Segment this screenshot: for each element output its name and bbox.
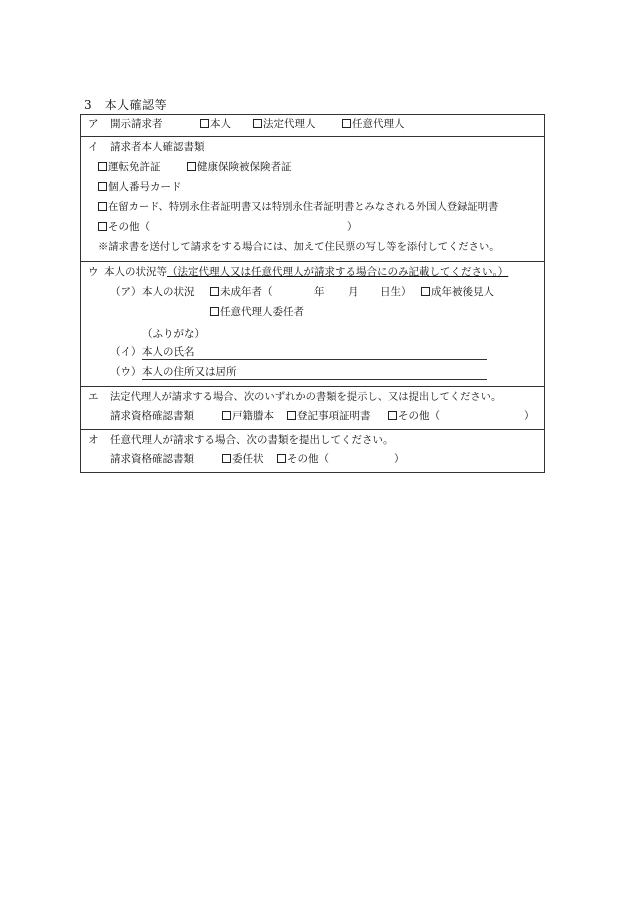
checkbox[interactable] [210,287,219,296]
checkbox[interactable] [388,411,397,420]
birth-day-label: 日生） [380,286,412,298]
option-other-id[interactable]: その他（ [98,220,150,234]
option-other-voluntary-doc[interactable]: その他（ [277,452,329,466]
checkbox[interactable] [222,411,231,420]
principal-name-field[interactable] [142,359,487,360]
other-legal-doc-close: ） [524,410,535,422]
other-voluntary-doc-close: ） [394,453,405,465]
birth-year-label: 年 [314,286,325,298]
section-requester-id-docs [81,136,544,261]
option-other-legal-doc[interactable]: その他（ [388,409,440,423]
checkbox[interactable] [187,162,196,171]
option-voluntary-agent[interactable]: 任意代理人 [342,117,405,131]
checkbox[interactable] [421,287,430,296]
legal-agent-doc-label: 請求資格確認書類 [110,410,194,422]
option-adult-ward[interactable]: 成年被後見人 [421,285,494,299]
other-id-close: ） [347,221,358,233]
checkbox[interactable] [277,454,286,463]
requester-label: 開示請求者 [110,118,163,130]
checkbox[interactable] [253,119,262,128]
option-minor[interactable]: 未成年者（ [210,285,273,299]
checkbox[interactable] [98,182,107,191]
principal-name-label: 本人の氏名 [142,346,195,358]
voluntary-agent-instruction: 任意代理人が請求する場合、次の書類を提出してください。 [110,434,394,446]
voluntary-agent-doc-label: 請求資格確認書類 [110,453,194,465]
marker-e: エ [88,391,99,403]
option-my-number-card[interactable]: 個人番号カード [98,180,182,194]
marker-o: オ [88,434,99,446]
checkbox[interactable] [210,307,219,316]
birth-month-label: 月 [348,286,359,298]
option-legal-agent[interactable]: 法定代理人 [253,117,316,131]
checkbox[interactable] [98,202,107,211]
principal-status-title: 本人の状況等（法定代理人又は任意代理人が請求する場合にのみ記載してください。） [104,266,509,278]
section-requester [81,115,544,136]
id-docs-note: ※請求書を送付して請求をする場合には、加えて住民票の写し等を添付してください。 [98,241,500,253]
id-docs-title: 請求者本人確認書類 [110,141,205,153]
status-u-number: （ウ） [110,366,142,378]
section-heading: 3 本人確認等 [84,98,168,112]
principal-status-instruction: （法定代理人又は任意代理人が請求する場合にのみ記載してください。） [167,266,509,278]
status-a-number: （ア） [110,286,142,298]
principal-address-label: 本人の住所又は居所 [142,366,237,378]
option-family-register[interactable]: 戸籍謄本 [222,409,274,423]
marker-u: ウ [88,266,99,278]
checkbox[interactable] [222,454,231,463]
option-drivers-license[interactable]: 運転免許証 [98,160,161,174]
option-self[interactable]: 本人 [200,117,231,131]
checkbox[interactable] [200,119,209,128]
marker-i: イ [88,141,99,153]
section-voluntary-agent-docs [81,429,544,472]
furigana-label: （ふりがな） [142,328,205,340]
principal-address-field[interactable] [142,379,487,380]
legal-agent-instruction: 法定代理人が請求する場合、次のいずれかの書類を提示し、又は提出してください。 [110,391,502,403]
option-residence-card[interactable]: 在留カード、特別永住者証明書又は特別永住者証明書とみなされる外国人登録証明書 [98,200,498,214]
identity-confirmation-form [80,114,545,473]
section-principal-status [81,261,544,386]
option-power-of-attorney[interactable]: 委任状 [222,452,264,466]
option-delegator[interactable]: 任意代理人委任者 [210,305,304,319]
status-a-label: 本人の状況 [142,286,195,298]
section-legal-agent-docs [81,386,544,429]
checkbox[interactable] [98,222,107,231]
checkbox[interactable] [287,411,296,420]
marker-a: ア [88,118,99,130]
option-registry-certificate[interactable]: 登記事項証明書 [287,409,371,423]
option-health-insurance[interactable]: 健康保険被保険者証 [187,160,292,174]
checkbox[interactable] [98,162,107,171]
checkbox[interactable] [342,119,351,128]
status-i-number: （イ） [110,346,142,358]
